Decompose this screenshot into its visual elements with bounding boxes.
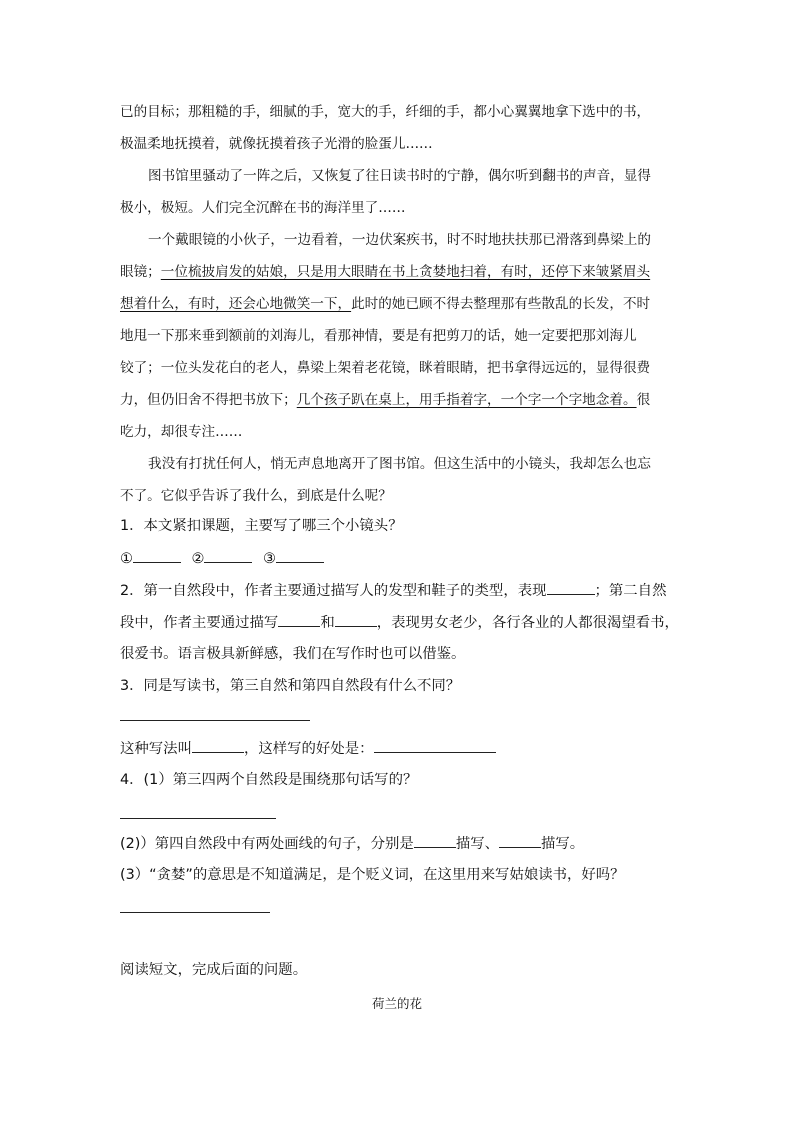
passage-title: 荷兰的花 <box>371 996 422 1011</box>
passage-line: 吃力，却很专注…… <box>120 424 243 440</box>
answer-label: ① <box>120 551 133 567</box>
question-3-text: ，这样写的好处是： <box>243 741 374 757</box>
question-4-text: 描写、 <box>455 836 499 852</box>
passage-line: 一个戴眼镜的小伙子，一边看着，一边伏案疾书，时不时地扶扶那已滑落到鼻梁上的 <box>148 232 651 248</box>
passage-text: 力，但仍旧舍不得把书放下； <box>120 392 297 408</box>
question-3-followup <box>120 740 496 757</box>
answer-blank[interactable] <box>276 550 324 563</box>
passage-line: 地甩一下那来垂到额前的刘海儿，看那神情，要是有把剪刀的话，她一定要把那刘海儿 <box>120 328 637 344</box>
question-2-text: ；第二自然 <box>594 583 667 599</box>
passage-line <box>120 392 650 408</box>
answer-blank[interactable] <box>547 582 595 595</box>
answer-blank[interactable] <box>374 740 496 753</box>
question-3-text: 这种写法叫 <box>120 741 192 757</box>
passage-text: 很 <box>636 392 651 408</box>
passage-line: 不了。它似乎告诉了我什么，到底是什么呢？ <box>120 488 392 504</box>
passage-line <box>120 264 650 280</box>
passage-line: 极小，极短。人们完全沉醉在书的海洋里了…… <box>120 200 406 216</box>
passage-line: 铰了；一位头发花白的老人，鼻梁上架着老花镜，眯着眼睛，把书拿得远远的，显得很费 <box>120 360 651 376</box>
answer-line[interactable] <box>120 720 310 721</box>
passage-line: 已的目标；那粗糙的手，细腻的手，宽大的手，纤细的手，都小心翼翼地拿下选中的书， <box>120 104 651 120</box>
passage-line: 极温柔地抚摸着，就像抚摸着孩子光滑的脸蛋儿…… <box>120 136 433 152</box>
question-1-answers <box>120 550 324 567</box>
question-4-2 <box>120 835 584 852</box>
answer-line[interactable] <box>120 912 270 913</box>
answer-blank[interactable] <box>335 614 377 627</box>
answer-line[interactable] <box>120 818 276 819</box>
question-4-3: (3）“贪婪”的意思是不知道满足，是个贬义词，在这里用来写姑娘读书，好吗？ <box>120 867 625 883</box>
underlined-sentence-1-cont: 想着什么，有时，还会心地微笑一下， <box>120 296 352 312</box>
question-2-line <box>120 614 679 631</box>
answer-label: ② <box>191 551 205 567</box>
question-4-text: 描写。 <box>541 836 585 852</box>
passage-line <box>120 296 650 312</box>
question-2-text: 段中，作者主要通过描写 <box>120 615 279 631</box>
answer-blank[interactable] <box>192 740 244 753</box>
passage-line: 图书馆里骚动了一阵之后，又恢复了往日读书时的宁静，偶尔听到翻书的声音，显得 <box>148 168 651 184</box>
answer-blank[interactable] <box>499 835 541 848</box>
underlined-sentence-1: 一位梳披肩发的姑娘，只是用大眼睛在书上贪婪地扫着，有时，还停下来皱紧眉头 <box>160 264 651 280</box>
question-2-text: 和 <box>320 615 335 631</box>
passage-text: 眼镜； <box>120 264 161 280</box>
passage-text: 此时的她已顾不得去整理那有些散乱的长发，不时 <box>351 296 651 312</box>
question-2-line: 很爱书。语言极具新鲜感，我们在写作时也可以借鉴。 <box>120 646 466 662</box>
answer-blank[interactable] <box>414 835 456 848</box>
reading-instruction: 阅读短文，完成后面的问题。 <box>120 962 308 978</box>
question-3: 3．同是写读书，第三自然和第四自然段有什么不同？ <box>120 678 461 694</box>
underlined-sentence-2: 几个孩子趴在桌上，用手指着字，一个字一个字地念着。 <box>296 392 637 408</box>
question-2-text: ，表现男女老少，各行各业的人都很渴望看书， <box>376 615 679 631</box>
question-4-1: 4．(1）第三四两个自然段是围绕那句话写的？ <box>120 772 418 788</box>
answer-label: ③ <box>262 551 276 567</box>
answer-blank[interactable] <box>133 550 181 563</box>
passage-line: 我没有打扰任何人，悄无声息地离开了图书馆。但这生活中的小镜头，我却怎么也忘 <box>148 456 651 472</box>
question-1: 1．本文紧扣课题，主要写了哪三个小镜头？ <box>120 518 403 534</box>
question-4-text: (2)）第四自然段中有两处画线的句子，分别是 <box>120 836 414 852</box>
answer-blank[interactable] <box>278 614 320 627</box>
question-2-line <box>120 582 666 599</box>
answer-blank[interactable] <box>204 550 252 563</box>
question-2-text: 2．第一自然段中，作者主要通过描写人的发型和鞋子的类型，表现 <box>120 583 547 599</box>
